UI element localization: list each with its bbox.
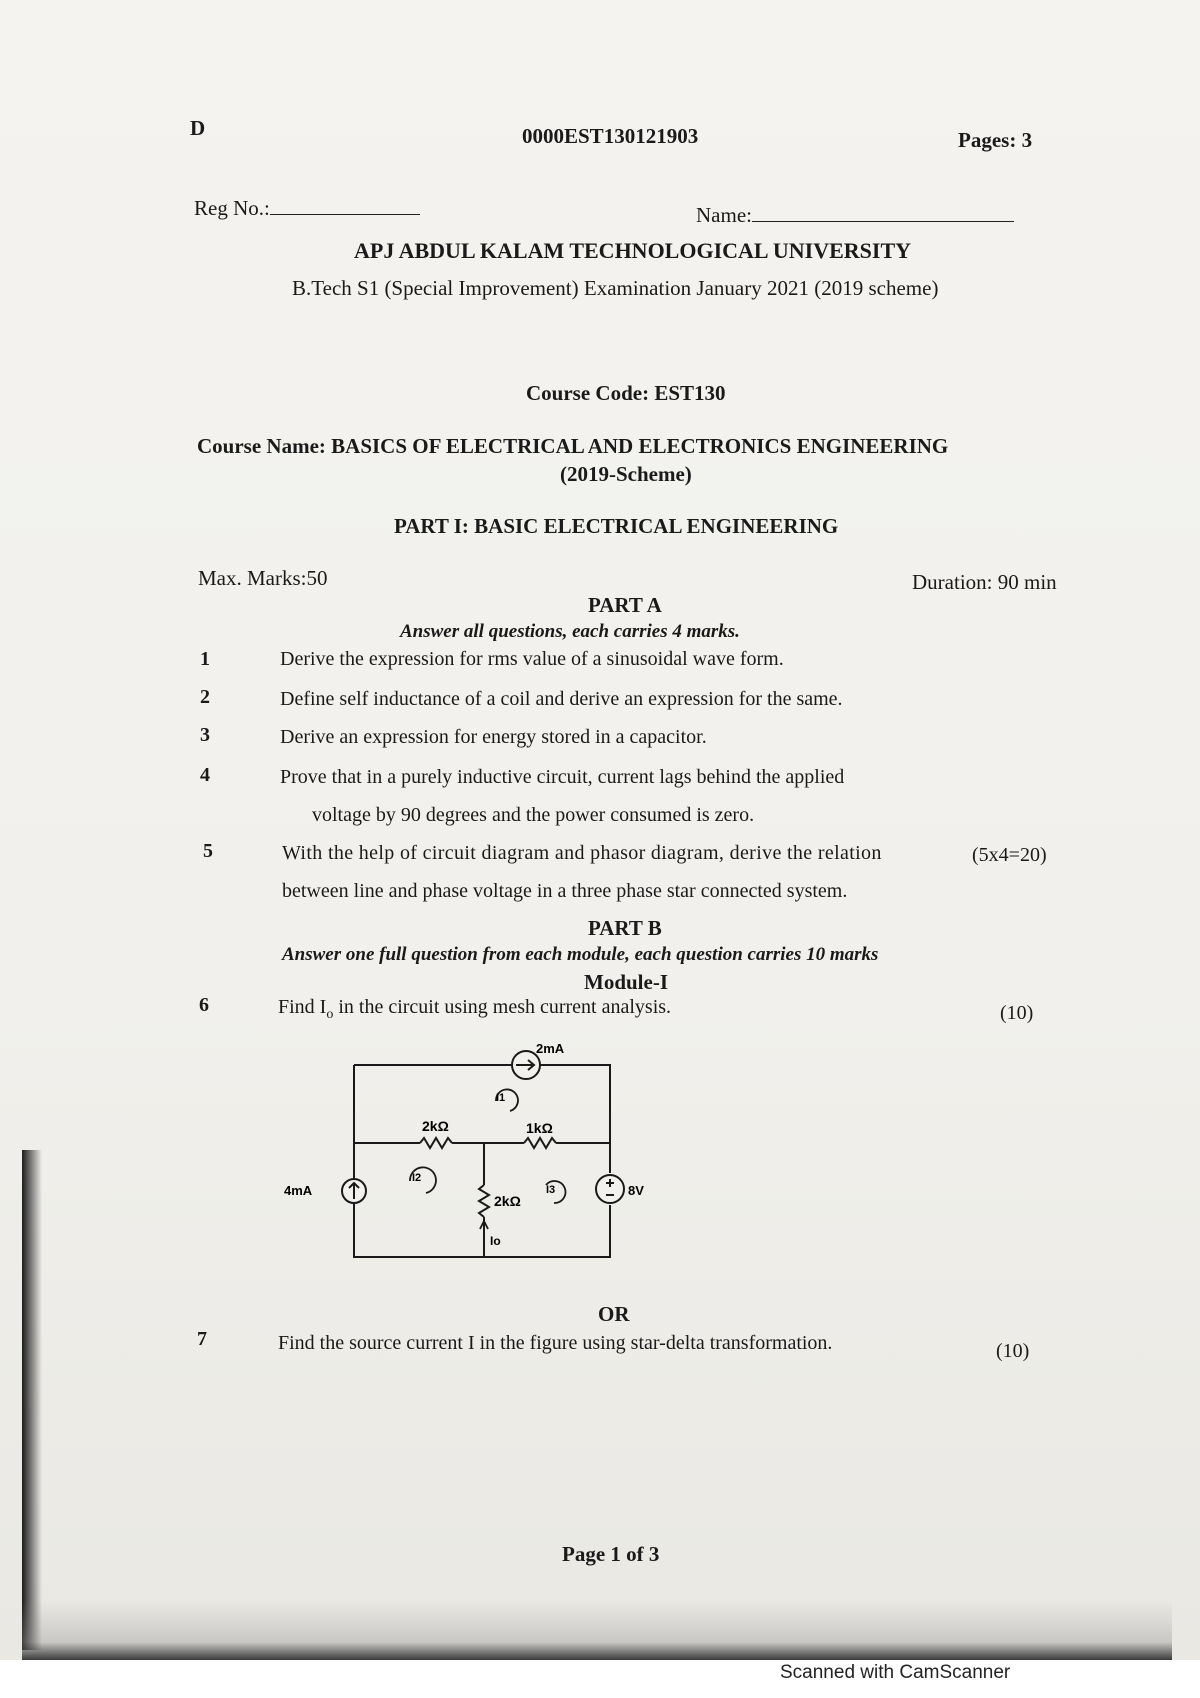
question-number: 1 [200, 648, 210, 670]
question-text: With the help of circuit diagram and phasor diagram, derive the relation [282, 842, 882, 864]
label-4ma: 4mA [284, 1183, 313, 1198]
name-blank [752, 221, 1014, 222]
question-text: Find the source current I in the figure using star-delta transformation. [278, 1332, 833, 1354]
name-field [696, 203, 1014, 228]
question-text: Define self inductance of a coil and derive an expression for the same. [280, 688, 843, 710]
question-number: 5 [203, 840, 213, 862]
reg-no-blank [270, 214, 420, 215]
question-marks: (10) [996, 1340, 1030, 1362]
course-code: Course Code: EST130 [526, 381, 726, 405]
scan-shadow-bottom [22, 1600, 1172, 1660]
resistor-left [420, 1138, 452, 1148]
part-a-instruction: Answer all questions, each carries 4 marks. [400, 621, 740, 642]
name-label: Name: [696, 203, 752, 227]
exam-title: B.Tech S1 (Special Improvement) Examination January 2021 (2019 scheme) [292, 276, 939, 300]
part-b-title: PART B [588, 916, 662, 940]
part-a-marks: (5x4=20) [972, 844, 1047, 866]
duration: Duration: 90 min [912, 570, 1057, 594]
resistor-middle [479, 1185, 489, 1217]
current-source-4ma-icon [342, 1179, 366, 1203]
label-mesh-3: I3 [546, 1184, 556, 1196]
max-marks: Max. Marks:50 [198, 566, 328, 590]
page-number: Page 1 of 3 [562, 1542, 660, 1566]
part-title: PART I: BASIC ELECTRICAL ENGINEERING [394, 514, 839, 538]
question-marks: (10) [1000, 1002, 1034, 1024]
scanner-watermark: Scanned with CamScanner [780, 1662, 1011, 1683]
question-number: 2 [200, 686, 210, 708]
label-mesh-2: I2 [412, 1172, 422, 1184]
question-number: 4 [200, 764, 210, 786]
question-text: Derive an expression for energy stored in a capacitor. [280, 726, 707, 748]
question-text: Prove that in a purely inductive circuit, current lags behind the applied [280, 766, 845, 788]
voltage-source-8v-icon [596, 1175, 624, 1203]
question-number: 3 [200, 724, 210, 746]
part-b-instruction: Answer one full question from each module, each question carries 10 marks [282, 944, 879, 965]
or-separator: OR [598, 1302, 630, 1326]
question-text [278, 996, 671, 1023]
subscript: o [326, 1007, 334, 1022]
course-name-value: BASICS OF ELECTRICAL AND ELECTRONICS ENGINEERING [331, 434, 949, 458]
university-name: APJ ABDUL KALAM TECHNOLOGICAL UNIVERSITY [354, 238, 912, 263]
question-number: 7 [197, 1328, 207, 1350]
circuit-diagram [270, 1035, 670, 1275]
page-count: Pages: 3 [958, 128, 1033, 152]
scan-shadow-left [22, 1150, 42, 1650]
label-2ma: 2mA [536, 1041, 565, 1056]
resistor-right [524, 1138, 556, 1148]
course-name [197, 434, 948, 459]
question-text-continued: between line and phase voltage in a three phase star connected system. [282, 880, 848, 902]
paper-code: 0000EST130121903 [522, 124, 699, 148]
label-8v: 8V [628, 1183, 644, 1198]
reg-no-field [194, 196, 420, 221]
label-mesh-1: I1 [496, 1092, 506, 1104]
label-r-left: 2kΩ [422, 1118, 449, 1134]
question-text-continued: voltage by 90 degrees and the power consumed is zero. [312, 804, 755, 826]
reg-no-label: Reg No.: [194, 196, 270, 220]
question-set: D [190, 116, 206, 140]
question-text-end: in the circuit using mesh current analysis. [333, 996, 672, 1018]
label-r-right: 1kΩ [526, 1120, 553, 1136]
label-io: Io [490, 1234, 501, 1248]
question-text-start: Find I [278, 996, 327, 1018]
module-title: Module-I [584, 970, 668, 994]
course-name-label: Course Name: [197, 434, 326, 458]
course-scheme: (2019-Scheme) [560, 462, 692, 486]
label-r-middle: 2kΩ [494, 1193, 521, 1209]
question-text: Derive the expression for rms value of a sinusoidal wave form. [280, 648, 784, 670]
question-number: 6 [199, 994, 209, 1016]
part-a-title: PART A [588, 593, 662, 617]
